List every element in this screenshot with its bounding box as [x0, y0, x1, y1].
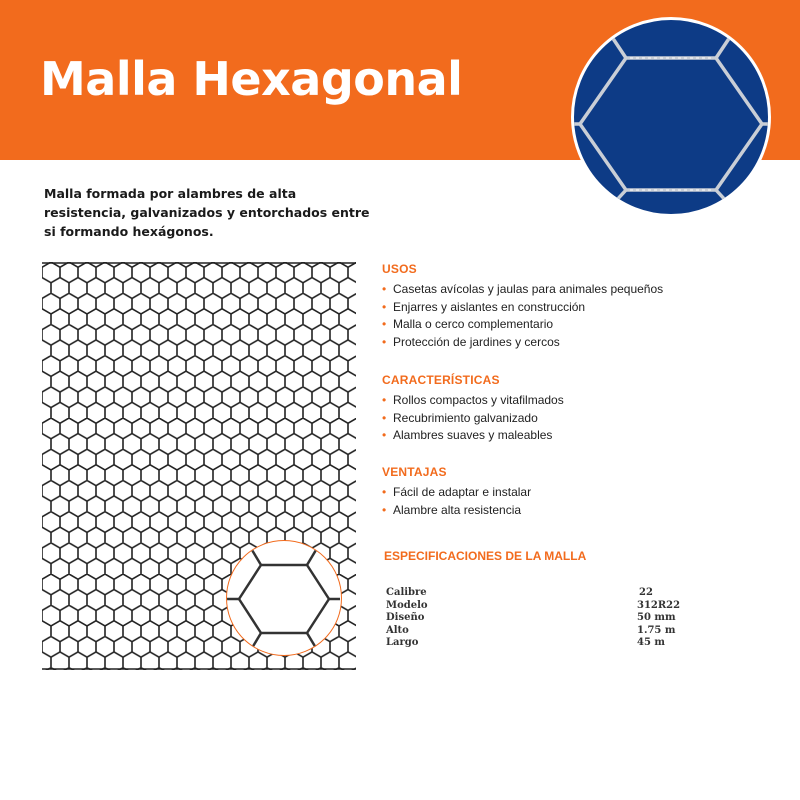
list-item: • Alambre alta resistencia — [382, 502, 522, 517]
spec-value: 45 m — [637, 637, 665, 649]
list-item: • Alambres suaves y maleables — [382, 428, 553, 442]
mesh-zoom-circle — [226, 540, 342, 656]
table-row — [386, 612, 686, 625]
table-row — [386, 587, 686, 600]
spec-label: Alto — [386, 624, 409, 636]
list-item: • Fácil de adaptar e instalar — [382, 485, 532, 499]
spec-label: Diseño — [386, 612, 425, 624]
page-title: Malla Hexagonal — [40, 52, 463, 106]
usos-list — [382, 281, 663, 351]
ventajas-list — [382, 484, 531, 519]
mesh-closeup-badge — [571, 17, 771, 217]
hexagon-closeup-icon — [574, 20, 768, 214]
ventajas-section — [382, 465, 531, 519]
usos-title: USOS — [382, 262, 417, 276]
specs-table — [386, 587, 686, 650]
spec-label: Largo — [386, 637, 419, 649]
list-item: • Recubrimiento galvanizado — [382, 410, 538, 425]
usos-section — [382, 262, 663, 351]
caracteristicas-list — [382, 392, 564, 445]
table-row — [386, 625, 686, 638]
spec-value: 1.75 m — [637, 624, 676, 636]
spec-value: 50 mm — [637, 612, 676, 624]
spec-label: Modelo — [386, 599, 428, 611]
spec-label: Calibre — [386, 587, 427, 598]
hexagon-zoom-icon — [227, 541, 340, 654]
list-item: • Rollos compactos y vitafilmados — [382, 393, 564, 407]
specs-title: ESPECIFICACIONES DE LA MALLA — [384, 549, 587, 563]
spec-value: 22 — [639, 587, 653, 598]
caracteristicas-title: CARACTERÍSTICAS — [382, 373, 500, 387]
caracteristicas-section — [382, 373, 564, 445]
table-row — [386, 600, 686, 613]
list-item: • Protección de jardines y cercos — [382, 334, 560, 349]
intro-text: Malla formada por alambres de alta resistencia, galvanizados y entorchados entre si formando hexágonos. — [44, 186, 370, 239]
ventajas-title: VENTAJAS — [382, 465, 447, 479]
list-item: • Malla o cerco complementario — [382, 317, 554, 331]
list-item: • Casetas avícolas y jaulas para animales pequeños — [382, 282, 664, 296]
spec-value: 312R22 — [637, 599, 681, 611]
table-row — [386, 637, 686, 650]
list-item: • Enjarres y aislantes en construcción — [382, 299, 586, 314]
